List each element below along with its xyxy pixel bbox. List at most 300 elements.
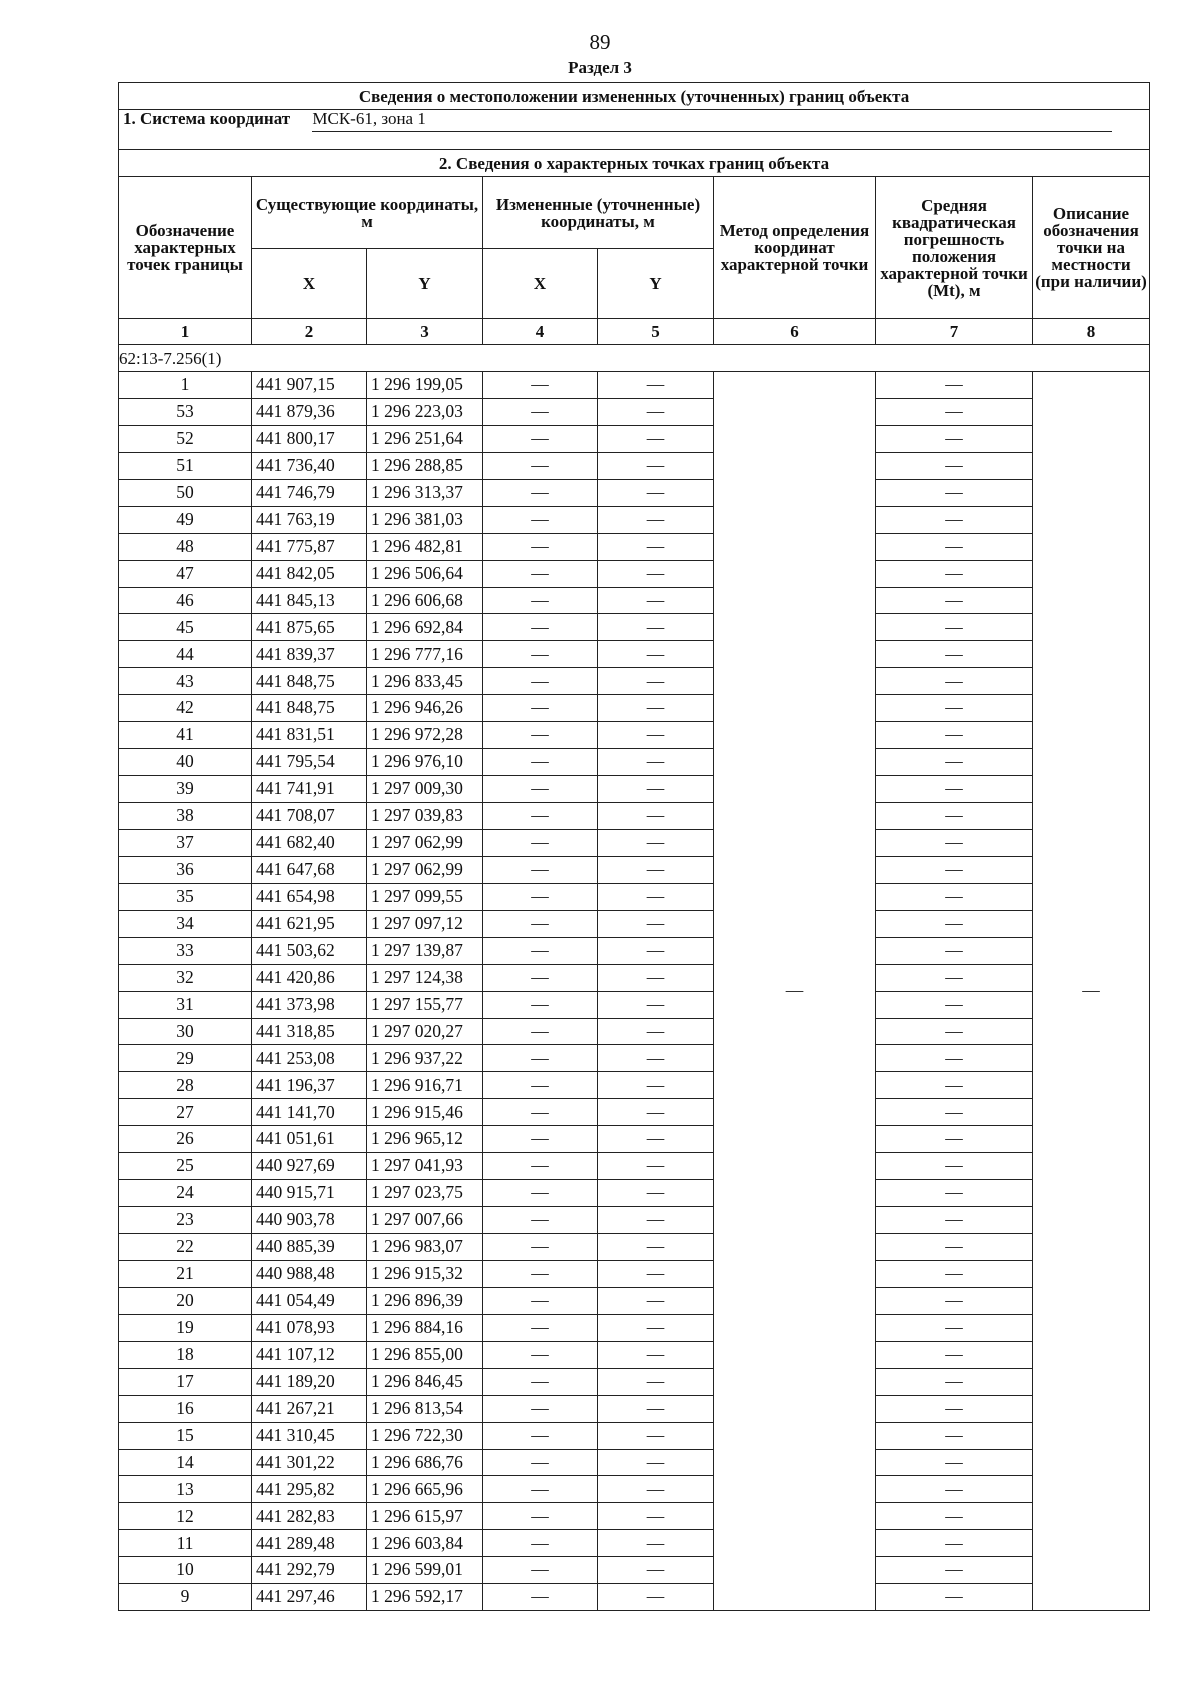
- changed-x-dash: —: [483, 1072, 598, 1099]
- existing-x: 441 875,65: [252, 614, 367, 641]
- existing-y: 1 297 155,77: [367, 991, 483, 1018]
- table-row: [119, 372, 1150, 399]
- table-row: [119, 722, 1150, 749]
- changed-x-dash: —: [483, 776, 598, 803]
- error-dash: —: [876, 1287, 1033, 1314]
- table-row: [119, 1557, 1150, 1584]
- point-number: 9: [119, 1584, 252, 1611]
- changed-y-dash: —: [598, 829, 714, 856]
- changed-x-dash: —: [483, 479, 598, 506]
- point-number: 50: [119, 479, 252, 506]
- description-dash: —: [1033, 372, 1150, 1611]
- error-dash: —: [876, 1126, 1033, 1153]
- point-number: 45: [119, 614, 252, 641]
- existing-x: 441 189,20: [252, 1368, 367, 1395]
- error-dash: —: [876, 964, 1033, 991]
- table-row: [119, 1260, 1150, 1287]
- existing-y: 1 296 313,37: [367, 479, 483, 506]
- existing-x: 441 282,83: [252, 1503, 367, 1530]
- error-dash: —: [876, 1099, 1033, 1126]
- header-changed-coords: Измененные (уточненные) координаты, м: [483, 177, 714, 249]
- existing-y: 1 296 288,85: [367, 452, 483, 479]
- existing-x: 441 800,17: [252, 425, 367, 452]
- changed-y-dash: —: [598, 1476, 714, 1503]
- existing-y: 1 297 039,83: [367, 803, 483, 830]
- existing-x: 441 775,87: [252, 533, 367, 560]
- existing-x: 441 848,75: [252, 695, 367, 722]
- existing-x: 441 196,37: [252, 1072, 367, 1099]
- table-row: [119, 1099, 1150, 1126]
- error-dash: —: [876, 1180, 1033, 1207]
- table-row: [119, 533, 1150, 560]
- existing-x: 441 736,40: [252, 452, 367, 479]
- changed-x-dash: —: [483, 1503, 598, 1530]
- table-row: [119, 1503, 1150, 1530]
- changed-y-dash: —: [598, 1099, 714, 1126]
- point-number: 20: [119, 1287, 252, 1314]
- point-number: 37: [119, 829, 252, 856]
- existing-y: 1 296 199,05: [367, 372, 483, 399]
- existing-y: 1 296 251,64: [367, 425, 483, 452]
- table-row: [119, 506, 1150, 533]
- point-number: 40: [119, 749, 252, 776]
- existing-y: 1 296 855,00: [367, 1341, 483, 1368]
- changed-y-dash: —: [598, 722, 714, 749]
- error-dash: —: [876, 560, 1033, 587]
- changed-x-dash: —: [483, 614, 598, 641]
- changed-y-dash: —: [598, 1153, 714, 1180]
- existing-y: 1 296 603,84: [367, 1530, 483, 1557]
- table-row: [119, 1422, 1150, 1449]
- existing-x: 441 647,68: [252, 856, 367, 883]
- point-number: 52: [119, 425, 252, 452]
- table-row: [119, 479, 1150, 506]
- point-number: 10: [119, 1557, 252, 1584]
- existing-y: 1 297 099,55: [367, 883, 483, 910]
- error-dash: —: [876, 1584, 1033, 1611]
- existing-x: 441 141,70: [252, 1099, 367, 1126]
- table-row: [119, 1584, 1150, 1611]
- existing-x: 441 907,15: [252, 372, 367, 399]
- existing-x: 440 988,48: [252, 1260, 367, 1287]
- point-number: 36: [119, 856, 252, 883]
- table-row: [119, 856, 1150, 883]
- existing-y: 1 296 223,03: [367, 398, 483, 425]
- header-existing-y: Y: [367, 249, 483, 319]
- coordinate-system-value: МСК-61, зона 1: [312, 110, 1112, 132]
- error-dash: —: [876, 1234, 1033, 1261]
- changed-x-dash: —: [483, 641, 598, 668]
- method-dash: —: [714, 372, 876, 1611]
- existing-x: 441 879,36: [252, 398, 367, 425]
- error-dash: —: [876, 856, 1033, 883]
- point-number: 48: [119, 533, 252, 560]
- point-number: 23: [119, 1207, 252, 1234]
- existing-y: 1 296 976,10: [367, 749, 483, 776]
- changed-x-dash: —: [483, 1260, 598, 1287]
- existing-x: 440 915,71: [252, 1180, 367, 1207]
- changed-x-dash: —: [483, 1207, 598, 1234]
- changed-y-dash: —: [598, 398, 714, 425]
- changed-y-dash: —: [598, 883, 714, 910]
- existing-y: 1 297 023,75: [367, 1180, 483, 1207]
- existing-x: 441 845,13: [252, 587, 367, 614]
- table-row: [119, 991, 1150, 1018]
- existing-y: 1 296 665,96: [367, 1476, 483, 1503]
- table-row: [119, 641, 1150, 668]
- existing-y: 1 296 615,97: [367, 1503, 483, 1530]
- existing-x: 441 831,51: [252, 722, 367, 749]
- existing-x: 441 295,82: [252, 1476, 367, 1503]
- column-number: 8: [1033, 319, 1150, 345]
- existing-y: 1 296 946,26: [367, 695, 483, 722]
- changed-x-dash: —: [483, 1018, 598, 1045]
- existing-y: 1 296 915,46: [367, 1099, 483, 1126]
- existing-x: 441 503,62: [252, 937, 367, 964]
- changed-x-dash: —: [483, 1287, 598, 1314]
- changed-y-dash: —: [598, 533, 714, 560]
- block-title: Сведения о местоположении измененных (уточненных) границ объекта: [119, 83, 1150, 110]
- error-dash: —: [876, 506, 1033, 533]
- existing-y: 1 297 097,12: [367, 910, 483, 937]
- header-changed-y: Y: [598, 249, 714, 319]
- changed-y-dash: —: [598, 776, 714, 803]
- existing-x: 441 654,98: [252, 883, 367, 910]
- changed-x-dash: —: [483, 533, 598, 560]
- error-dash: —: [876, 695, 1033, 722]
- existing-y: 1 296 833,45: [367, 668, 483, 695]
- table-row: [119, 964, 1150, 991]
- error-dash: —: [876, 1368, 1033, 1395]
- error-dash: —: [876, 1395, 1033, 1422]
- changed-y-dash: —: [598, 452, 714, 479]
- error-dash: —: [876, 1476, 1033, 1503]
- error-dash: —: [876, 829, 1033, 856]
- error-dash: —: [876, 641, 1033, 668]
- page-number: 89: [589, 30, 611, 54]
- error-dash: —: [876, 614, 1033, 641]
- header-description: Описание обозначения точки на местности (при наличии): [1033, 177, 1150, 319]
- header-existing-x: X: [252, 249, 367, 319]
- point-number: 22: [119, 1234, 252, 1261]
- table-row: [119, 1045, 1150, 1072]
- existing-y: 1 296 599,01: [367, 1557, 483, 1584]
- error-dash: —: [876, 1207, 1033, 1234]
- column-number: 3: [367, 319, 483, 345]
- existing-x: 441 107,12: [252, 1341, 367, 1368]
- existing-x: 441 301,22: [252, 1449, 367, 1476]
- point-number: 24: [119, 1180, 252, 1207]
- error-dash: —: [876, 1045, 1033, 1072]
- existing-x: 441 318,85: [252, 1018, 367, 1045]
- error-dash: —: [876, 910, 1033, 937]
- point-number: 1: [119, 372, 252, 399]
- error-dash: —: [876, 398, 1033, 425]
- changed-y-dash: —: [598, 910, 714, 937]
- point-number: 27: [119, 1099, 252, 1126]
- changed-y-dash: —: [598, 1180, 714, 1207]
- existing-x: 441 682,40: [252, 829, 367, 856]
- existing-x: 441 310,45: [252, 1422, 367, 1449]
- existing-y: 1 296 983,07: [367, 1234, 483, 1261]
- changed-x-dash: —: [483, 937, 598, 964]
- changed-y-dash: —: [598, 1368, 714, 1395]
- point-number: 30: [119, 1018, 252, 1045]
- error-dash: —: [876, 372, 1033, 399]
- point-number: 32: [119, 964, 252, 991]
- existing-x: 441 839,37: [252, 641, 367, 668]
- existing-x: 441 420,86: [252, 964, 367, 991]
- existing-y: 1 297 062,99: [367, 856, 483, 883]
- changed-x-dash: —: [483, 1341, 598, 1368]
- table-row: [119, 452, 1150, 479]
- existing-x: 441 373,98: [252, 991, 367, 1018]
- changed-y-dash: —: [598, 1314, 714, 1341]
- existing-x: 441 297,46: [252, 1584, 367, 1611]
- table-row: [119, 1530, 1150, 1557]
- existing-y: 1 296 606,68: [367, 587, 483, 614]
- column-number: 6: [714, 319, 876, 345]
- table-row: [119, 1072, 1150, 1099]
- error-dash: —: [876, 776, 1033, 803]
- changed-x-dash: —: [483, 856, 598, 883]
- column-number: 4: [483, 319, 598, 345]
- error-dash: —: [876, 1153, 1033, 1180]
- changed-x-dash: —: [483, 883, 598, 910]
- table-row: [119, 1018, 1150, 1045]
- changed-y-dash: —: [598, 560, 714, 587]
- point-number: 11: [119, 1530, 252, 1557]
- changed-y-dash: —: [598, 1234, 714, 1261]
- error-dash: —: [876, 668, 1033, 695]
- changed-y-dash: —: [598, 991, 714, 1018]
- point-number: 38: [119, 803, 252, 830]
- existing-x: 441 842,05: [252, 560, 367, 587]
- table-row: [119, 937, 1150, 964]
- table-row: [119, 829, 1150, 856]
- changed-x-dash: —: [483, 1314, 598, 1341]
- changed-x-dash: —: [483, 1234, 598, 1261]
- changed-x-dash: —: [483, 668, 598, 695]
- existing-y: 1 296 777,16: [367, 641, 483, 668]
- column-number: 7: [876, 319, 1033, 345]
- changed-x-dash: —: [483, 560, 598, 587]
- existing-y: 1 296 972,28: [367, 722, 483, 749]
- point-number: 17: [119, 1368, 252, 1395]
- existing-y: 1 296 592,17: [367, 1584, 483, 1611]
- changed-y-dash: —: [598, 964, 714, 991]
- error-dash: —: [876, 1503, 1033, 1530]
- table-row: [119, 1153, 1150, 1180]
- table-row: [119, 587, 1150, 614]
- existing-y: 1 296 965,12: [367, 1126, 483, 1153]
- error-dash: —: [876, 1072, 1033, 1099]
- changed-x-dash: —: [483, 1395, 598, 1422]
- changed-y-dash: —: [598, 614, 714, 641]
- table-row: [119, 1207, 1150, 1234]
- changed-y-dash: —: [598, 1422, 714, 1449]
- existing-x: 441 078,93: [252, 1314, 367, 1341]
- header-existing-coords: Существующие координаты, м: [252, 177, 483, 249]
- changed-y-dash: —: [598, 695, 714, 722]
- changed-x-dash: —: [483, 1530, 598, 1557]
- point-number: 51: [119, 452, 252, 479]
- existing-y: 1 296 916,71: [367, 1072, 483, 1099]
- changed-y-dash: —: [598, 856, 714, 883]
- existing-y: 1 296 482,81: [367, 533, 483, 560]
- error-dash: —: [876, 749, 1033, 776]
- point-number: 18: [119, 1341, 252, 1368]
- changed-x-dash: —: [483, 964, 598, 991]
- error-dash: —: [876, 1018, 1033, 1045]
- changed-x-dash: —: [483, 1584, 598, 1611]
- table-row: [119, 1126, 1150, 1153]
- changed-y-dash: —: [598, 372, 714, 399]
- point-number: 47: [119, 560, 252, 587]
- error-dash: —: [876, 1557, 1033, 1584]
- existing-x: 440 903,78: [252, 1207, 367, 1234]
- table-row: [119, 803, 1150, 830]
- existing-x: 440 885,39: [252, 1234, 367, 1261]
- changed-x-dash: —: [483, 372, 598, 399]
- changed-y-dash: —: [598, 668, 714, 695]
- changed-y-dash: —: [598, 587, 714, 614]
- table-row: [119, 1314, 1150, 1341]
- existing-x: 441 848,75: [252, 668, 367, 695]
- existing-y: 1 296 915,32: [367, 1260, 483, 1287]
- changed-y-dash: —: [598, 1207, 714, 1234]
- point-number: 53: [119, 398, 252, 425]
- changed-x-dash: —: [483, 1368, 598, 1395]
- point-number: 13: [119, 1476, 252, 1503]
- existing-x: 441 741,91: [252, 776, 367, 803]
- point-number: 12: [119, 1503, 252, 1530]
- existing-y: 1 296 884,16: [367, 1314, 483, 1341]
- existing-x: 441 051,61: [252, 1126, 367, 1153]
- existing-x: 441 267,21: [252, 1395, 367, 1422]
- coordinate-system-row: [119, 110, 1150, 150]
- changed-x-dash: —: [483, 803, 598, 830]
- point-number: 39: [119, 776, 252, 803]
- boundary-points-table: [118, 82, 1150, 1611]
- point-number: 19: [119, 1314, 252, 1341]
- header-changed-x: X: [483, 249, 598, 319]
- point-number: 42: [119, 695, 252, 722]
- point-number: 25: [119, 1153, 252, 1180]
- table-row: [119, 910, 1150, 937]
- existing-x: 441 795,54: [252, 749, 367, 776]
- table-row: [119, 883, 1150, 910]
- existing-y: 1 297 041,93: [367, 1153, 483, 1180]
- existing-y: 1 297 009,30: [367, 776, 483, 803]
- table-row: [119, 695, 1150, 722]
- error-dash: —: [876, 803, 1033, 830]
- changed-y-dash: —: [598, 1072, 714, 1099]
- existing-y: 1 297 007,66: [367, 1207, 483, 1234]
- existing-y: 1 296 381,03: [367, 506, 483, 533]
- column-number: 1: [119, 319, 252, 345]
- changed-x-dash: —: [483, 506, 598, 533]
- table-row: [119, 425, 1150, 452]
- parcel-id: 62:13-7.256(1): [119, 345, 1150, 372]
- changed-y-dash: —: [598, 1045, 714, 1072]
- existing-y: 1 296 686,76: [367, 1449, 483, 1476]
- error-dash: —: [876, 1260, 1033, 1287]
- changed-y-dash: —: [598, 1530, 714, 1557]
- changed-y-dash: —: [598, 1449, 714, 1476]
- existing-y: 1 296 846,45: [367, 1368, 483, 1395]
- changed-y-dash: —: [598, 937, 714, 964]
- changed-x-dash: —: [483, 398, 598, 425]
- point-number: 44: [119, 641, 252, 668]
- changed-y-dash: —: [598, 1018, 714, 1045]
- error-dash: —: [876, 1530, 1033, 1557]
- table-row: [119, 1476, 1150, 1503]
- error-dash: —: [876, 587, 1033, 614]
- table-row: [119, 1180, 1150, 1207]
- table-row: [119, 1234, 1150, 1261]
- changed-x-dash: —: [483, 1476, 598, 1503]
- changed-x-dash: —: [483, 1449, 598, 1476]
- point-number: 26: [119, 1126, 252, 1153]
- existing-y: 1 297 062,99: [367, 829, 483, 856]
- error-dash: —: [876, 937, 1033, 964]
- existing-x: 440 927,69: [252, 1153, 367, 1180]
- table-row: [119, 1449, 1150, 1476]
- existing-x: 441 746,79: [252, 479, 367, 506]
- table-row: [119, 776, 1150, 803]
- error-dash: —: [876, 991, 1033, 1018]
- changed-x-dash: —: [483, 910, 598, 937]
- changed-x-dash: —: [483, 425, 598, 452]
- point-number: 43: [119, 668, 252, 695]
- changed-y-dash: —: [598, 641, 714, 668]
- existing-y: 1 296 506,64: [367, 560, 483, 587]
- table-row: [119, 398, 1150, 425]
- existing-x: 441 253,08: [252, 1045, 367, 1072]
- changed-y-dash: —: [598, 803, 714, 830]
- point-number: 14: [119, 1449, 252, 1476]
- table-row: [119, 560, 1150, 587]
- existing-y: 1 296 896,39: [367, 1287, 483, 1314]
- changed-y-dash: —: [598, 749, 714, 776]
- table-row: [119, 614, 1150, 641]
- point-number: 35: [119, 883, 252, 910]
- changed-x-dash: —: [483, 1180, 598, 1207]
- table-row: [119, 1368, 1150, 1395]
- column-number: 2: [252, 319, 367, 345]
- changed-y-dash: —: [598, 479, 714, 506]
- existing-x: 441 763,19: [252, 506, 367, 533]
- existing-x: 441 292,79: [252, 1557, 367, 1584]
- error-dash: —: [876, 452, 1033, 479]
- existing-x: 441 708,07: [252, 803, 367, 830]
- point-number: 16: [119, 1395, 252, 1422]
- table-row: [119, 1287, 1150, 1314]
- header-method: Метод определения координат характерной точки: [714, 177, 876, 319]
- existing-x: 441 289,48: [252, 1530, 367, 1557]
- column-number: 5: [598, 319, 714, 345]
- point-number: 15: [119, 1422, 252, 1449]
- table-row: [119, 749, 1150, 776]
- header-designation: Обозначение характерных точек границы: [119, 177, 252, 319]
- existing-y: 1 297 124,38: [367, 964, 483, 991]
- changed-y-dash: —: [598, 1341, 714, 1368]
- changed-x-dash: —: [483, 1422, 598, 1449]
- error-dash: —: [876, 1422, 1033, 1449]
- table-row: [119, 1395, 1150, 1422]
- error-dash: —: [876, 533, 1033, 560]
